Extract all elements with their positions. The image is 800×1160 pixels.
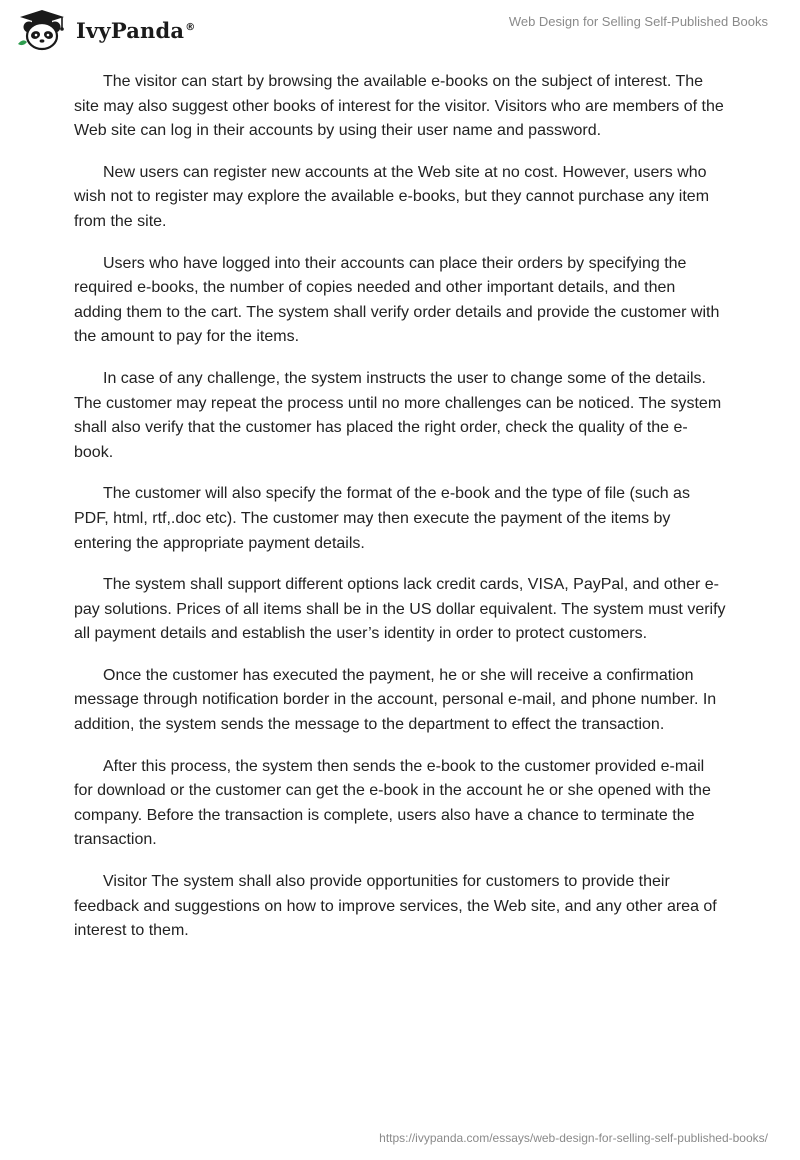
- paragraph: The visitor can start by browsing the available e-books on the subject of interest. The site may also suggest other books of interest for the visitor. Visitors who are members of the Web site can log in their accounts by using their user name and password.: [74, 73, 724, 140]
- panda-graduation-cap-icon: [14, 8, 70, 52]
- paragraph: After this process, the system then sends the e-book to the customer provided e-mail for download or the customer can get the e-book in the account he or she opened with the company. Before the transaction is complete, users also have a chance to terminate the transaction.: [74, 757, 711, 849]
- paragraph: The customer will also specify the format of the e-book and the type of file (such as PDF, html, rtf,.doc etc). The customer may then execute the payment of the items by entering the appropriate payment details.: [74, 485, 690, 552]
- page-header: [0, 0, 800, 60]
- paragraph: Visitor The system shall also provide opportunities for customers to provide their feedback and suggestions on how to improve services, the Web site, and any other area of interest to them.: [74, 873, 717, 940]
- essay-body: [74, 70, 726, 961]
- brand-name: IvyPanda®: [76, 17, 196, 43]
- source-url[interactable]: https://ivypanda.com/essays/web-design-for-selling-self-published-books/: [379, 1131, 768, 1145]
- paragraph: New users can register new accounts at the Web site at no cost. However, users who wish not to register may explore the available e-books, but they cannot purchase any item from the site.: [74, 163, 710, 230]
- paragraph: In case of any challenge, the system instructs the user to change some of the details. The customer may repeat the process until no more challenges can be noticed. The system shall also verify that the customer has placed the right order, check the quality of the e-book.: [74, 369, 722, 461]
- paragraph: Once the customer has executed the payment, he or she will receive a confirmation message through notification border in the account, personal e-mail, and phone number. In addition, the system sends the message to the department to effect the transaction.: [74, 666, 717, 734]
- paragraph: Users who have logged into their accounts can place their orders by specifying the required e-books, the number of copies needed and other important details, and then adding them to the cart. The system shall verify order details and provide the customer with the amount to pay for the items.: [74, 254, 720, 346]
- paragraph: The system shall support different options lack credit cards, VISA, PayPal, and other e-pay solutions. Prices of all items shall be in the US dollar equivalent. The system must verify all payment details and establish the user’s identity in order to protect customers.: [74, 576, 726, 643]
- registered-mark: ®: [185, 21, 196, 33]
- document-title: Web Design for Selling Self-Published Books: [508, 14, 768, 29]
- ivypanda-logo[interactable]: [14, 8, 195, 52]
